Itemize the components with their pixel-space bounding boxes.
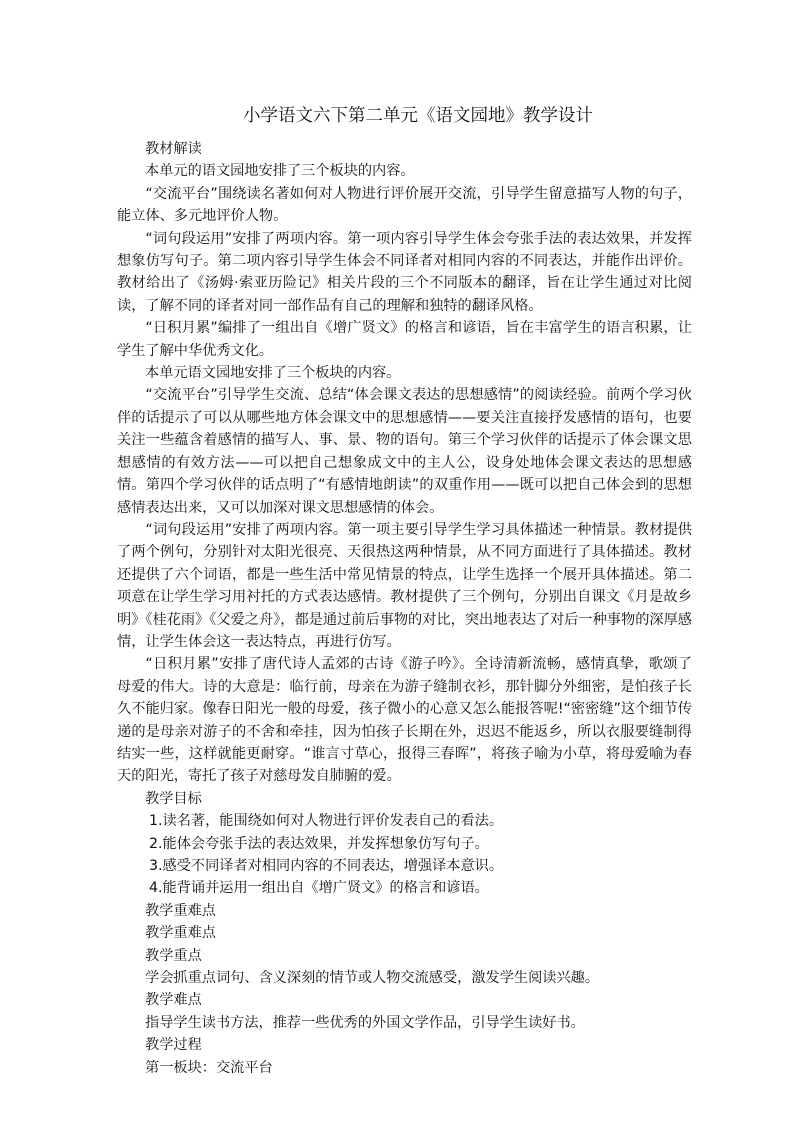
paragraph-4: “日积月累”编排了一组出自《增广贤文》的格言和谚语，旨在丰富学生的语言积累，让学生了解中华优秀文化。 [117,320,692,359]
key-points-text: 学会抓重点词句、含义深刻的情节或人物交流感受，激发学生阅读兴趣。 [145,970,600,987]
section-heading-process: 教学过程 [145,1037,202,1054]
goal-item: 4.能背诵并运用一组出自《增广贤文》的格言和谚语。 [149,880,489,897]
section-heading-goals: 教学目标 [145,790,202,807]
document-body [117,138,692,1079]
paragraph-1: 本单元的语文园地安排了三个板块的内容。 [145,163,415,180]
section-heading-key-difficult: 教学重难点 [145,902,216,919]
paragraph-6: “交流平台”引导学生交流、总结“体会课文表达的思想感情”的阅读经验。前两个学习伙伴的话提示了可以从哪些地方体会课文中的思想感情——要关注直接抒发感情的语句，也要关注一些蕴含着感情的描写人、事、景、物的语句。第三个学习伙伴的话提示了体会课文思想感情的有效方法——可以把自己想象成文中的主人公，设身处地体会课文表达的思想感情。第四个学习伙伴的话点明了“有感情地朗读”的双重作用——既可以把自己体会到的思想感情表达出来，又可以加深对课文思想感情的体会。 [117,387,692,516]
section-heading-textbook: 教材解读 [145,141,202,157]
section-heading-key-points: 教学重点 [145,947,202,964]
goal-item: 1.读名著，能围绕如何对人物进行评价发表自己的看法。 [149,813,504,830]
goal-item: 3.感受不同译者对相同内容的不同表达，增强译本意识。 [149,858,504,874]
section-heading-key-difficult-repeat: 教学重难点 [145,925,216,942]
goal-item: 2.能体会夸张手法的表达效果，并发挥想象仿写句子。 [149,835,489,852]
paragraph-5: 本单元语文园地安排了三个板块的内容。 [145,365,401,382]
paragraph-3: “词句段运用”安排了两项内容。第一项内容引导学生体会夸张手法的表达效果，并发挥想象仿写句子。第二项内容引导学生体会不同译者对相同内容的不同表达，并能作出评价。教材给出了《汤姆·索亚历险记》相关片段的三个不同版本的翻译，旨在让学生通过对比阅读，了解不同的译者对同一部作品有自己的理解和独特的翻译风格。 [117,230,692,314]
paragraph-7: “词句段运用”安排了两项内容。第一项主要引导学生学习具体描述一种情景。教材提供了两个例句，分别针对太阳光很亮、天很热这两种情景，从不同方面进行了具体描述。教材还提供了六个词语，都是一些生活中常见情景的特点，让学生选择一个展开具体描述。第二项意在让学生学习用衬托的方式表达感情。教材提供了三个例句，分别出自课文《月是故乡明》《桂花雨》《父爱之舟》，都是通过前后事物的对比，突出地表达了对后一种事物的深厚感情，让学生体会这一表达特点，再进行仿写。 [117,521,692,650]
paragraph-2: “交流平台”围绕读名著如何对人物进行评价展开交流，引导学生留意描写人物的句子，能立体、多元地评价人物。 [117,185,692,225]
section-heading-difficult-points: 教学难点 [145,992,202,1009]
first-block-heading: 第一板块：交流平台 [145,1059,273,1076]
difficult-points-text: 指导学生读书方法，推荐一些优秀的外国文学作品，引导学生读好书。 [145,1014,585,1031]
paragraph-8: “日积月累”安排了唐代诗人孟郊的古诗《游子吟》。全诗清新流畅，感情真挚，歌颂了母爱的伟大。诗的大意是：临行前，母亲在为游子缝制衣衫，那针脚分外细密，是怕孩子长久不能归家。像春日阳光一般的母爱，孩子微小的心意又怎么能报答呢!“密密缝”这个细节传递的是母亲对游子的不舍和牵挂，因为怕孩子长期在外，迟迟不能返乡，所以衣服要缝制得结实一些，这样就能更耐穿。“谁言寸草心，报得三春晖”，将孩子喻为小草，将母爱喻为春天的阳光，寄托了孩子对慈母发自肺腑的爱。 [117,656,692,785]
document-title: 小学语文六下第二单元《语文园地》教学设计 [243,106,593,126]
